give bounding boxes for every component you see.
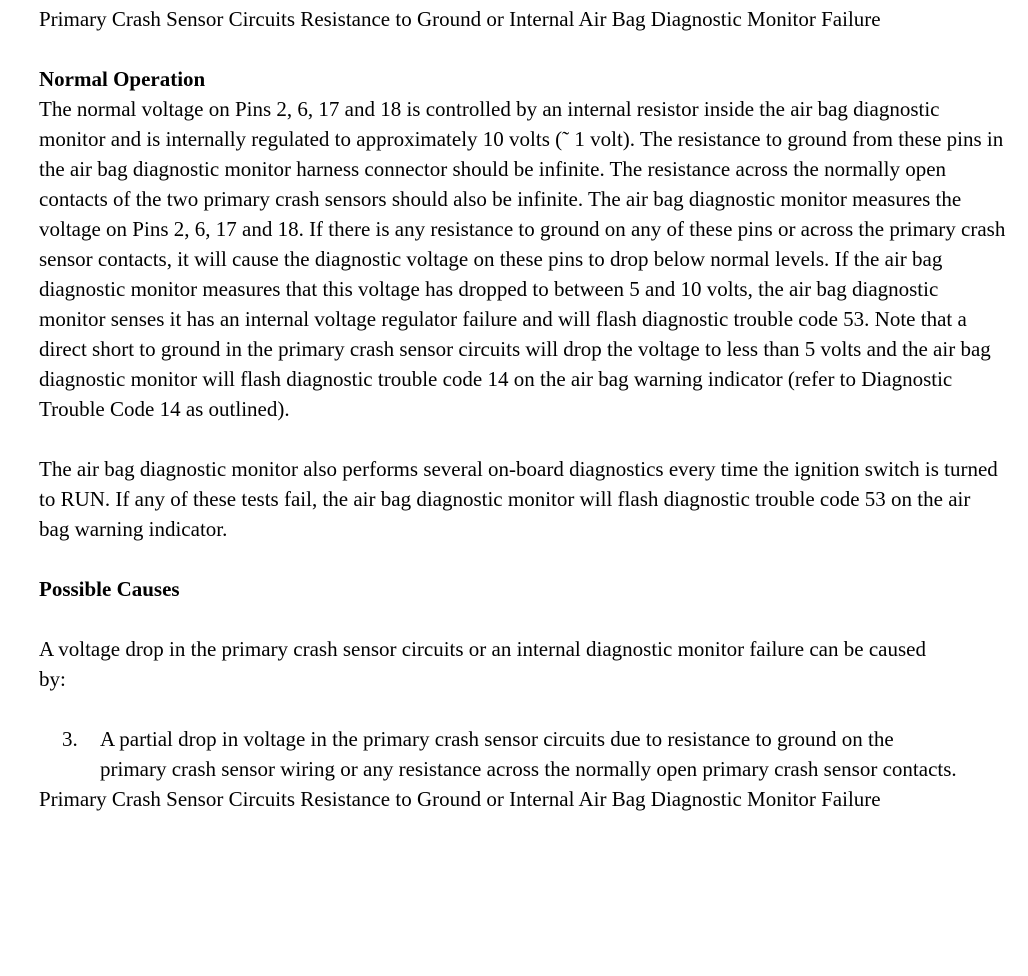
list-item-number: 3. <box>62 727 78 751</box>
normal-operation-paragraph-1: The normal voltage on Pins 2, 6, 17 and 18 is controlled by an internal resistor inside the air bag diagnostic monitor and is internally regulated to approximately 10 volts (˜ 1 volt). The resistance to ground from these pins in the air bag diagnostic monitor harness connector should be infinite. The resistance across the normally open contacts of the two primary crash sensors should also be infinite. The air bag diagnostic monitor measures the voltage on Pins 2, 6, 17 and 18. If there is any resistance to ground on any of these pins or across the primary crash sensor contacts, it will cause the diagnostic voltage on these pins to drop below normal levels. If the air bag diagnostic monitor measures that this voltage has dropped to between 5 and 10 volts, the air bag diagnostic monitor senses it has an internal voltage regulator failure and will flash diagnostic trouble code 53. Note that a direct short to ground in the primary crash sensor circuits will drop the voltage to less than 5 volts and the air bag diagnostic monitor will flash diagnostic trouble code 14 on the air bag warning indicator (refer to Diagnostic Trouble Code 14 as outlined). <box>39 97 1011 421</box>
possible-causes-list <box>39 724 1014 784</box>
normal-operation-heading: Normal Operation <box>39 67 206 91</box>
possible-causes-intro: A voltage drop in the primary crash sensor circuits or an internal diagnostic monitor failure can be caused by: <box>39 637 932 691</box>
spacer <box>39 604 1014 634</box>
document-title-bottom: Primary Crash Sensor Circuits Resistance to Ground or Internal Air Bag Diagnostic Monitor Failure <box>39 787 881 811</box>
spacer <box>39 694 1014 724</box>
spacer <box>39 34 1014 64</box>
spacer <box>39 544 1014 574</box>
list-item-text: A partial drop in voltage in the primary crash sensor circuits due to resistance to ground on the primary crash sensor wiring or any resistance across the normally open primary crash sensor contacts. <box>100 727 957 781</box>
possible-causes-heading: Possible Causes <box>39 577 180 601</box>
spacer <box>39 424 1014 454</box>
normal-operation-paragraph-2: The air bag diagnostic monitor also performs several on-board diagnostics every time the ignition switch is turned to RUN. If any of these tests fail, the air bag diagnostic monitor will flash diagnostic trouble code 53 on the air bag warning indicator. <box>39 457 1004 541</box>
document-page <box>39 4 1014 814</box>
list-item <box>39 724 960 784</box>
document-title-top: Primary Crash Sensor Circuits Resistance to Ground or Internal Air Bag Diagnostic Monitor Failure <box>39 7 881 31</box>
